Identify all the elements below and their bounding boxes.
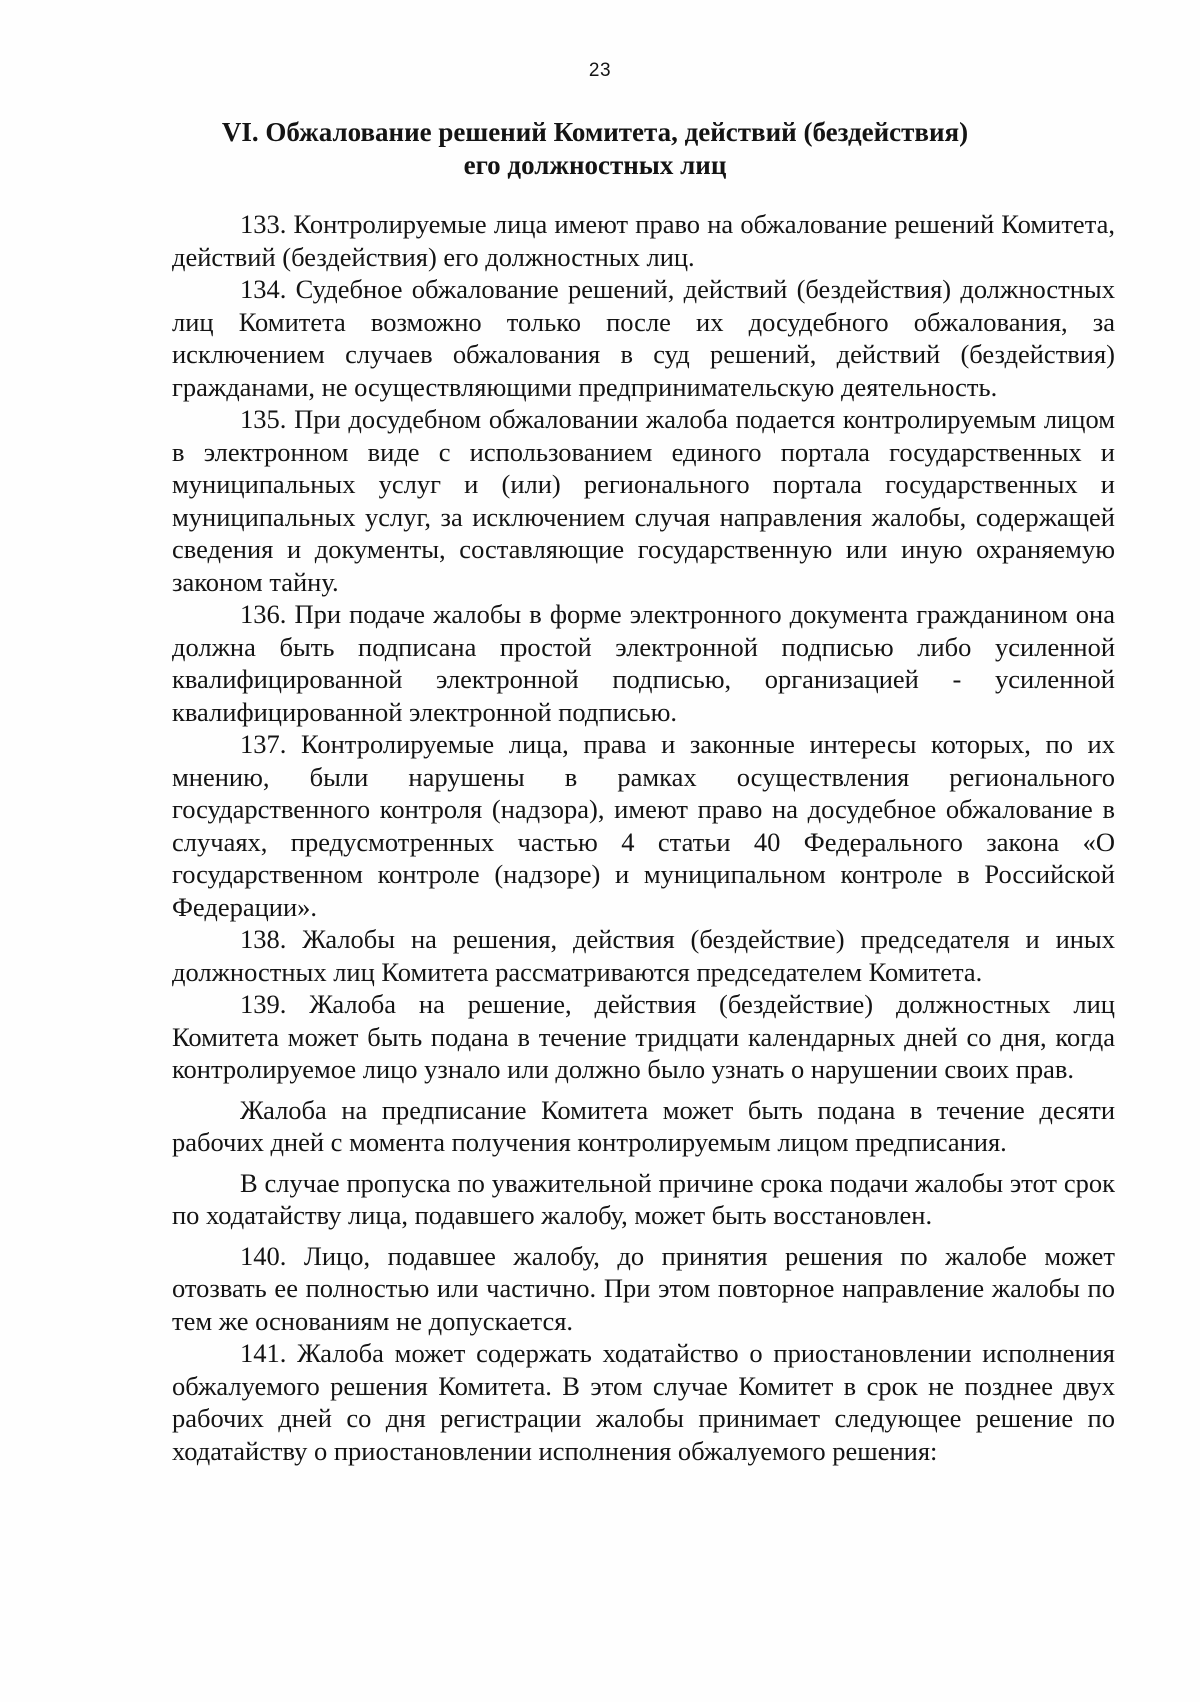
paragraph-134: 134. Судебное обжалование решений, действий (бездействия) должностных лиц Комитета возможно только после их досудебного обжалования, за исключением случаев обжалования в суд решений, действий (бездействия) гражданами, не осуществляющими предпринимательскую деятельность. <box>172 274 1115 402</box>
paragraph-141: 141. Жалоба может содержать ходатайство о приостановлении исполнения обжалуемого решения Комитета. В этом случае Комитет в срок не позднее двух рабочих дней со дня регистрации жалобы принимает следующее решение по ходатайству о приостановлении исполнения обжалуемого решения: <box>172 1338 1115 1466</box>
paragraph-139-deadline-restoration: В случае пропуска по уважительной причине срока подачи жалобы этот срок по ходатайству лица, подавшего жалобу, может быть восстановлен. <box>172 1167 1115 1230</box>
paragraph-140: 140. Лицо, подавшее жалобу, до принятия решения по жалобе может отозвать ее полностью или частично. При этом повторное направление жалобы по тем же основаниям не допускается. <box>172 1240 1115 1336</box>
paragraph-135: 135. При досудебном обжаловании жалоба подается контролируемым лицом в электронном виде с использованием единого портала государственных и муниципальных услуг и (или) регионального портала государственных и муниципальных услуг, за исключением случая направления жалобы, содержащей сведения и документы, составляющие государственную или иную охраняемую законом тайну. <box>172 404 1115 597</box>
page-number: 23 <box>588 60 612 81</box>
paragraph-133: 133. Контролируемые лица имеют право на обжалование решений Комитета, действий (бездействия) его должностных лиц. <box>172 209 1115 272</box>
paragraph-138: 138. Жалобы на решения, действия (бездействие) председателя и иных должностных лиц Комитета рассматриваются председателем Комитета. <box>172 924 1115 987</box>
section-heading <box>160 116 1030 182</box>
paragraph-139: 139. Жалоба на решение, действия (бездействие) должностных лиц Комитета может быть подана в течение тридцати календарных дней со дня, когда контролируемое лицо узнало или должно было узнать о нарушении своих прав. <box>172 989 1115 1084</box>
document-body <box>172 208 1115 1467</box>
section-title-line-1: VI. Обжалование решений Комитета, действий (бездействия) <box>221 117 969 147</box>
paragraph-139-order-complaint: Жалоба на предписание Комитета может быть подана в течение десяти рабочих дней с момента получения контролируемым лицом предписания. <box>172 1094 1115 1157</box>
paragraph-136: 136. При подаче жалобы в форме электронного документа гражданином она должна быть подписана простой электронной подписью либо усиленной квалифицированной электронной подписью, организацией - усиленной квалифицированной электронной подписью. <box>172 599 1115 727</box>
section-title-line-2: его должностных лиц <box>463 150 727 180</box>
paragraph-137: 137. Контролируемые лица, права и законные интересы которых, по их мнению, были нарушены в рамках осуществления регионального государственного контроля (надзора), имеют право на досудебное обжалование в случаях, предусмотренных частью 4 статьи 40 Федерального закона «О государственном контроле (надзоре) и муниципальном контроле в Российской Федерации». <box>172 729 1115 922</box>
